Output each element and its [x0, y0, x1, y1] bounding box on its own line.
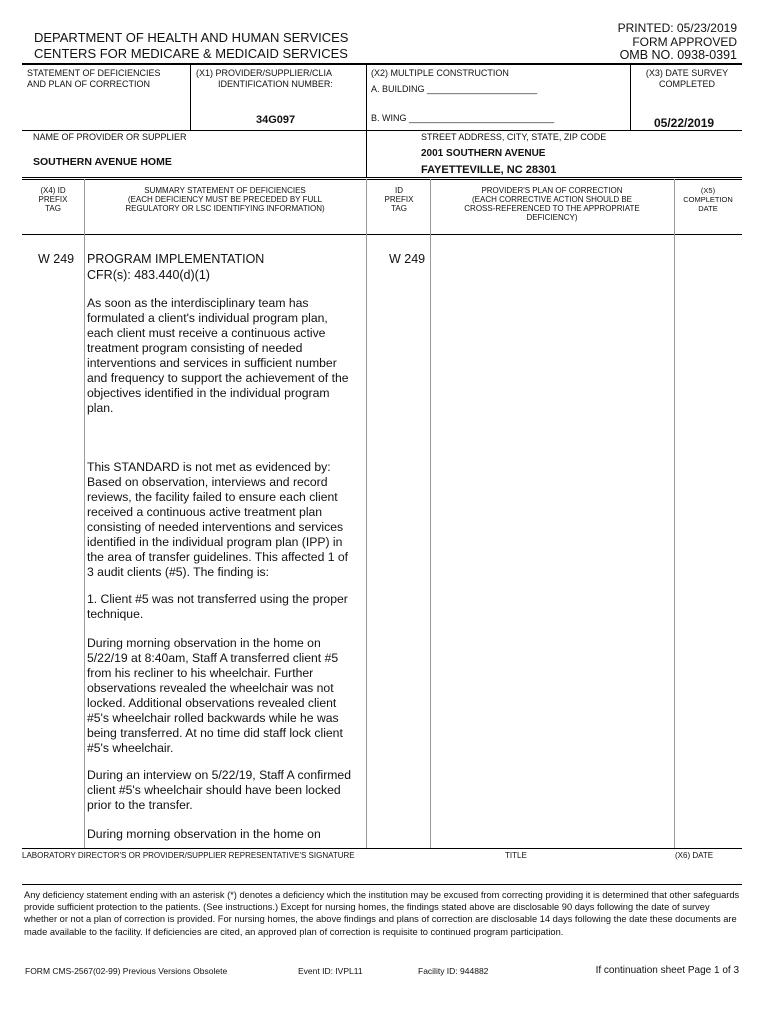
x5-header-line-2: COMPLETION	[683, 195, 733, 204]
statement-label	[27, 68, 161, 90]
signature-row-top	[22, 848, 742, 849]
provider-name: SOUTHERN AVENUE HOME	[33, 156, 172, 168]
survey-completed-date: 05/22/2019	[654, 116, 715, 130]
x4-header-line-2: PREFIX	[38, 195, 68, 204]
form-approval-block	[618, 22, 737, 63]
x1-label-line-2: IDENTIFICATION NUMBER:	[218, 79, 333, 89]
plan-header-line-1: PROVIDER'S PLAN OF CORRECTION	[481, 186, 623, 195]
x5-header-line-3: DATE	[698, 204, 718, 213]
summary-header-line-2: (EACH DEFICIENCY MUST BE PRECEDED BY FULL	[127, 195, 323, 204]
department-heading	[34, 30, 348, 62]
column-header-top	[22, 179, 742, 180]
deficiency-summary	[87, 252, 366, 283]
x1-label	[196, 68, 333, 90]
x2-wing-field: B. WING _____________________________	[371, 113, 555, 123]
paragraph-observation: During morning observation in the home on 5/22/19 at 8:40am, Staff A transferred client #5 from his recliner to his wheelchair. Further observations revealed the wheelchair was not locked. Additional observations revealed client #5's wheelchair rolled backwards while he was being transferred. At no time did staff lock client #5's wheelchair.	[87, 636, 343, 755]
x3-label-line-1: (X3) DATE SURVEY	[645, 68, 729, 78]
signature-date-label: (X6) DATE	[675, 851, 714, 860]
x3-label	[632, 68, 742, 90]
paragraph-continued: During morning observation in the home on	[87, 827, 321, 841]
deficiency-tag-left: W 249	[38, 252, 75, 266]
title-label: TITLE	[505, 851, 527, 860]
x5-header-line-1: (X5)	[700, 186, 716, 195]
plan-header-line-2: (EACH CORRECTIVE ACTION SHOULD BE	[471, 195, 633, 204]
provider-row-bottom	[22, 177, 742, 178]
x4-header	[22, 186, 84, 213]
x5-header	[674, 186, 742, 213]
id-header-line-2: PREFIX	[384, 195, 414, 204]
x4-header-line-1: (X4) ID	[40, 186, 66, 195]
paragraph-interview: During an interview on 5/22/19, Staff A confirmed client #5's wheelchair should have been locked prior to the transfer.	[87, 768, 351, 812]
divider-x3	[630, 64, 631, 130]
body-divider-1	[84, 179, 85, 848]
plan-header-line-3: CROSS-REFERENCED TO THE APPROPRIATE	[464, 204, 640, 213]
divider-x1	[190, 64, 191, 130]
top-border	[22, 63, 742, 65]
body-divider-2	[366, 179, 367, 848]
omb-number: OMB NO. 0938-0391	[619, 48, 737, 62]
id-header-line-3: TAG	[391, 204, 407, 213]
paragraph-standard-not-met: This STANDARD is not met as evidenced by: Based on observation, interviews and record reviews, the facility failed to ensure each client received a continuous active treatment plan consisting of needed interventions and services identified in the individual program plan (IPP) in the area of transfer guidelines. This affected 1 of 3 audit clients (#5). The finding is:	[87, 460, 349, 579]
address-line-2: FAYETTEVILLE, NC 28301	[421, 164, 557, 176]
plan-header	[430, 186, 674, 222]
column-header-bottom	[22, 234, 742, 235]
disclaimer-text: Any deficiency statement ending with an asterisk (*) denotes a deficiency which the institution may be excused from correcting providing it is determined that other safeguards provide sufficient protection to the patients. (See instructions.) Except for nursing homes, the findings stated above are disclosable 90 days following the date of survey whether or not a plan of correction is provided. For nursing homes, the above findings and plans of correction are disclosable 14 days following the date these documents are made available to the facility. If deficiencies are cited, an approved plan of correction is requisite to continued program participation.	[24, 890, 740, 937]
deficiency-tag-right: W 249	[389, 252, 426, 266]
statement-label-line-1: STATEMENT OF DEFICIENCIES	[27, 68, 161, 78]
form-approved-label: FORM APPROVED	[632, 34, 737, 49]
signature-label: LABORATORY DIRECTOR'S OR PROVIDER/SUPPLIER REPRESENTATIVE'S SIGNATURE	[22, 851, 355, 860]
id-header	[368, 186, 430, 213]
plan-header-line-4: DEFICIENCY)	[526, 213, 578, 222]
form-identifier: FORM CMS-2567(02-99) Previous Versions Obsolete	[25, 966, 228, 976]
facility-id: Facility ID: 944882	[418, 966, 489, 976]
continuation-page: If continuation sheet Page 1 of 3	[595, 965, 739, 976]
paragraph-requirement: As soon as the interdisciplinary team has formulated a client's individual program plan, each client must receive a continuous active treatment program consisting of needed interventions and services in sufficient number and frequency to support the achievement of the objectives identified in the individual program plan.	[87, 296, 349, 415]
address-line-1: 2001 SOUTHERN AVENUE	[421, 148, 546, 159]
divider-x2	[366, 64, 367, 177]
summary-header	[84, 186, 366, 213]
signature-row-bottom	[22, 884, 742, 885]
provider-name-label: NAME OF PROVIDER OR SUPPLIER	[33, 132, 187, 142]
department-line-2: CENTERS FOR MEDICARE & MEDICAID SERVICES	[34, 46, 348, 61]
address-label: STREET ADDRESS, CITY, STATE, ZIP CODE	[421, 132, 607, 142]
id-header-line-1: ID	[395, 186, 403, 195]
body-divider-4	[674, 179, 675, 848]
body-divider-3	[430, 179, 431, 848]
x3-label-line-2: COMPLETED	[658, 79, 715, 89]
statement-label-line-2: AND PLAN OF CORRECTION	[27, 79, 151, 89]
summary-header-line-1: SUMMARY STATEMENT OF DEFICIENCIES	[144, 186, 306, 195]
provider-id-number: 34G097	[256, 114, 296, 126]
summary-header-line-3: REGULATORY OR LSC IDENTIFYING INFORMATION)	[125, 204, 325, 213]
event-id: Event ID: IVPL11	[298, 966, 363, 976]
printed-date: PRINTED: 05/23/2019	[617, 21, 737, 35]
x1-label-line-1: (X1) PROVIDER/SUPPLIER/CLIA	[196, 68, 333, 78]
x4-header-line-3: TAG	[45, 204, 61, 213]
deficiency-title: PROGRAM IMPLEMENTATION	[87, 252, 265, 266]
department-line-1: DEPARTMENT OF HEALTH AND HUMAN SERVICES	[34, 30, 349, 45]
paragraph-finding-1: 1. Client #5 was not transferred using the proper technique.	[87, 592, 348, 621]
deficiency-cfr: CFR(s): 483.440(d)(1)	[87, 267, 210, 282]
x2-label: (X2) MULTIPLE CONSTRUCTION	[371, 68, 509, 78]
x2-building-field: A. BUILDING ______________________	[371, 84, 538, 94]
provider-row-top	[22, 130, 742, 131]
